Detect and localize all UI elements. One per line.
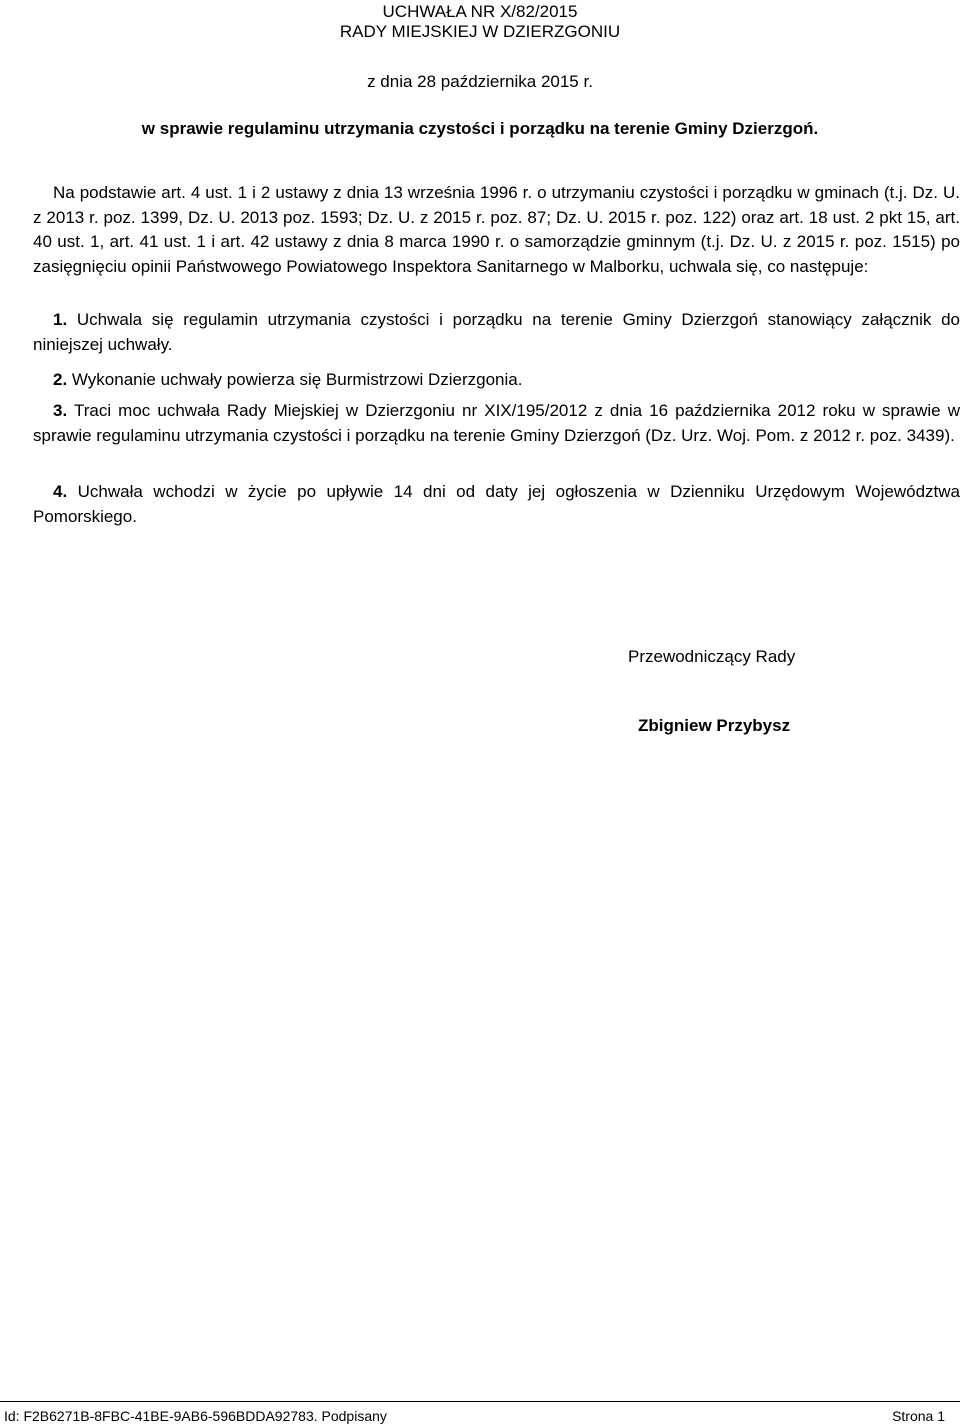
section-number: 2.	[53, 370, 68, 389]
footer-document-id: Id: F2B6271B-8FBC-41BE-9AB6-596BDDA92783. Podpisany	[4, 1408, 387, 1424]
resolution-title: UCHWAŁA NR X/82/2015	[382, 2, 578, 21]
council-name: RADY MIEJSKIEJ W DZIERZGONIU	[339, 22, 621, 41]
section-text: Wykonanie uchwały powierza się Burmistrzowi Dzierzgonia.	[67, 370, 523, 389]
section-3	[33, 399, 960, 448]
section-text: Uchwała wchodzi w życie po upływie 14 dni od daty jej ogłoszenia w Dzienniku Urzędowym Województwa Pomorskiego.	[33, 482, 960, 526]
preamble-paragraph: Na podstawie art. 4 ust. 1 i 2 ustawy z dnia 13 września 1996 r. o utrzymaniu czystości i porządku w gminach (t.j. Dz. U. z 2013 r. poz. 1399, Dz. U. 2013 poz. 1593; Dz. U. z 2015 r. poz. 87; Dz. U. 2015 r. poz. 122) oraz art. 18 ust. 2 pkt 15, art. 40 ust. 1, art. 41 ust. 1 i art. 42 ustawy z dnia 8 marca 1990 r. o samorządzie gminnym (t.j. Dz. U. z 2015 r. poz. 1515) po zasięgnięciu opinii Państwowego Powiatowego Inspektora Sanitarnego w Malborku, uchwala się, co następuje:	[33, 183, 960, 276]
section-text: Traci moc uchwała Rady Miejskiej w Dzierzgoniu nr XIX/195/2012 z dnia 16 października 2012 roku w sprawie w sprawie regulaminu utrzymania czystości i porządku na terenie Gminy Dzierzgoń (Dz. Urz. Woj. Pom. z 2012 r. poz. 3439).	[33, 401, 960, 445]
section-number: 4.	[53, 482, 68, 501]
section-number: 3.	[53, 401, 68, 420]
section-number: 1.	[53, 310, 68, 329]
section-text: Uchwala się regulamin utrzymania czystości i porządku na terenie Gminy Dzierzgoń stanowiący załącznik do niniejszej uchwały.	[33, 310, 960, 354]
footer-divider	[0, 1401, 960, 1402]
section-1	[33, 308, 960, 357]
footer-page-number: Strona 1	[892, 1408, 945, 1424]
section-2	[33, 368, 960, 393]
resolution-date: z dnia 28 października 2015 r.	[367, 72, 593, 91]
section-4	[33, 480, 960, 529]
signature-name: Zbigniew Przybysz	[638, 716, 791, 735]
resolution-subject: w sprawie regulaminu utrzymania czystości i porządku na terenie Gminy Dzierzgoń.	[141, 119, 819, 138]
signature-role: Przewodniczący Rady	[628, 647, 796, 666]
